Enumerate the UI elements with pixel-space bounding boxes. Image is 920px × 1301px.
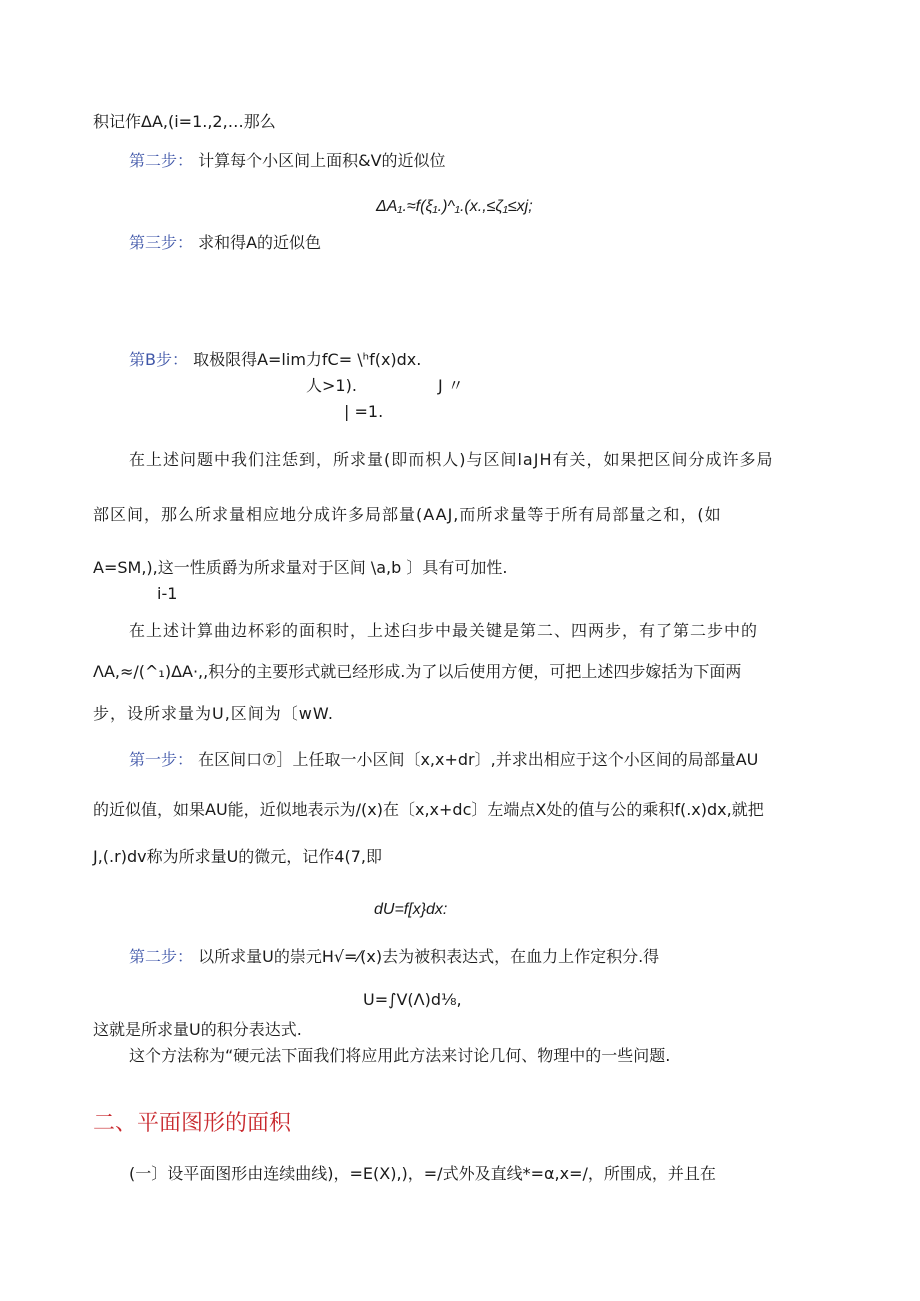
paragraph-line: 这就是所求量U的积分表达式. (93, 1020, 302, 1039)
step-four-label: 第B步： (129, 350, 188, 369)
step-three-line (129, 232, 321, 254)
section-heading: 二、平面图形的面积 (93, 1111, 292, 1136)
method-step-one-text: 在区间口⑦］上任取一小区间〔x,x+dr〕,并求出相应于这个小区间的局部量AU (198, 750, 759, 769)
paragraph-line: 的近似值，如果AU能，近似地表示为/(x)在〔x,x+dc〕左端点X处的值与公的乘积f(.x)dx,就把 (93, 800, 764, 819)
sum-index-fragment: i-1 (157, 584, 178, 603)
paragraph-line: 部区间，那么所求量相应地分成许多局部量(AAJ,而所求量等于所有局部量之和，(如 (93, 505, 722, 524)
formula-integral: U=∫V(Λ)d⅛, (363, 990, 462, 1009)
paragraph-line: J,(.r)dv称为所求量U的微元，记作4(7,即 (93, 847, 382, 866)
paragraph-line: 在上述问题中我们注恁到，所求量(即而枳人)与区间laJH有关，如果把区间分成许多局 (129, 450, 774, 469)
paragraph-line: (一〕设平面图形由连续曲线)，=E(X),)，=/式外及直线*=α,x=/，所围成，并且在 (129, 1164, 716, 1183)
integral-sign-fragment: J 〃 (438, 376, 464, 395)
formula-differential: dU=f[x}dx: (374, 901, 448, 918)
method-step-one-line (129, 749, 758, 771)
step-two-line (129, 150, 446, 172)
paragraph-line: 步，设所求量为U,区间为〔wW. (93, 704, 334, 723)
method-step-two-text: 以所求量U的崇元H√=⁄(x)去为被积表达式，在血力上作定积分.得 (198, 947, 660, 966)
paragraph-line: 这个方法称为“硬元法下面我们将应用此方法来讨论几何、物理中的一些问题. (129, 1046, 671, 1065)
limit-subscript-left: 人>1). (306, 376, 357, 395)
method-step-two-label: 第二步： (129, 947, 194, 966)
paragraph-line: 在上述计算曲边杯彩的面积时，上述臼步中最关键是第二、四两步，有了第二步中的 (129, 621, 759, 640)
method-step-one-label: 第一步： (129, 750, 194, 769)
step-four-text: 取极限得A=lim力fC= \ʰf(x)dx. (193, 350, 422, 369)
paragraph-line: ΛA,≈/(^₁)ΔA·,,积分的主要形式就已经形成.为了以后使用方便，可把上述四步嫁括为下面两 (93, 662, 742, 681)
text-line-intro: 积记作ΔA,(i=1.,2,…那么 (93, 112, 276, 131)
sum-index-fragment: | =1. (344, 402, 384, 421)
step-three-text: 求和得A的近似色 (198, 233, 322, 252)
paragraph-line: A=SM,),这一性质爵为所求量对于区间 \a,b 〕具有可加性. (93, 558, 508, 577)
step-three-label: 第三步： (129, 233, 194, 252)
formula-delta-a: ΔA₁.≈f(ξ₁.)^₁.(x.,≤ζ₁≤xj; (376, 198, 533, 215)
step-four-line (129, 349, 421, 371)
method-step-two-line (129, 946, 659, 968)
step-two-text: 计算每个小区间上面积&V的近似位 (198, 151, 446, 170)
step-two-label: 第二步： (129, 151, 194, 170)
